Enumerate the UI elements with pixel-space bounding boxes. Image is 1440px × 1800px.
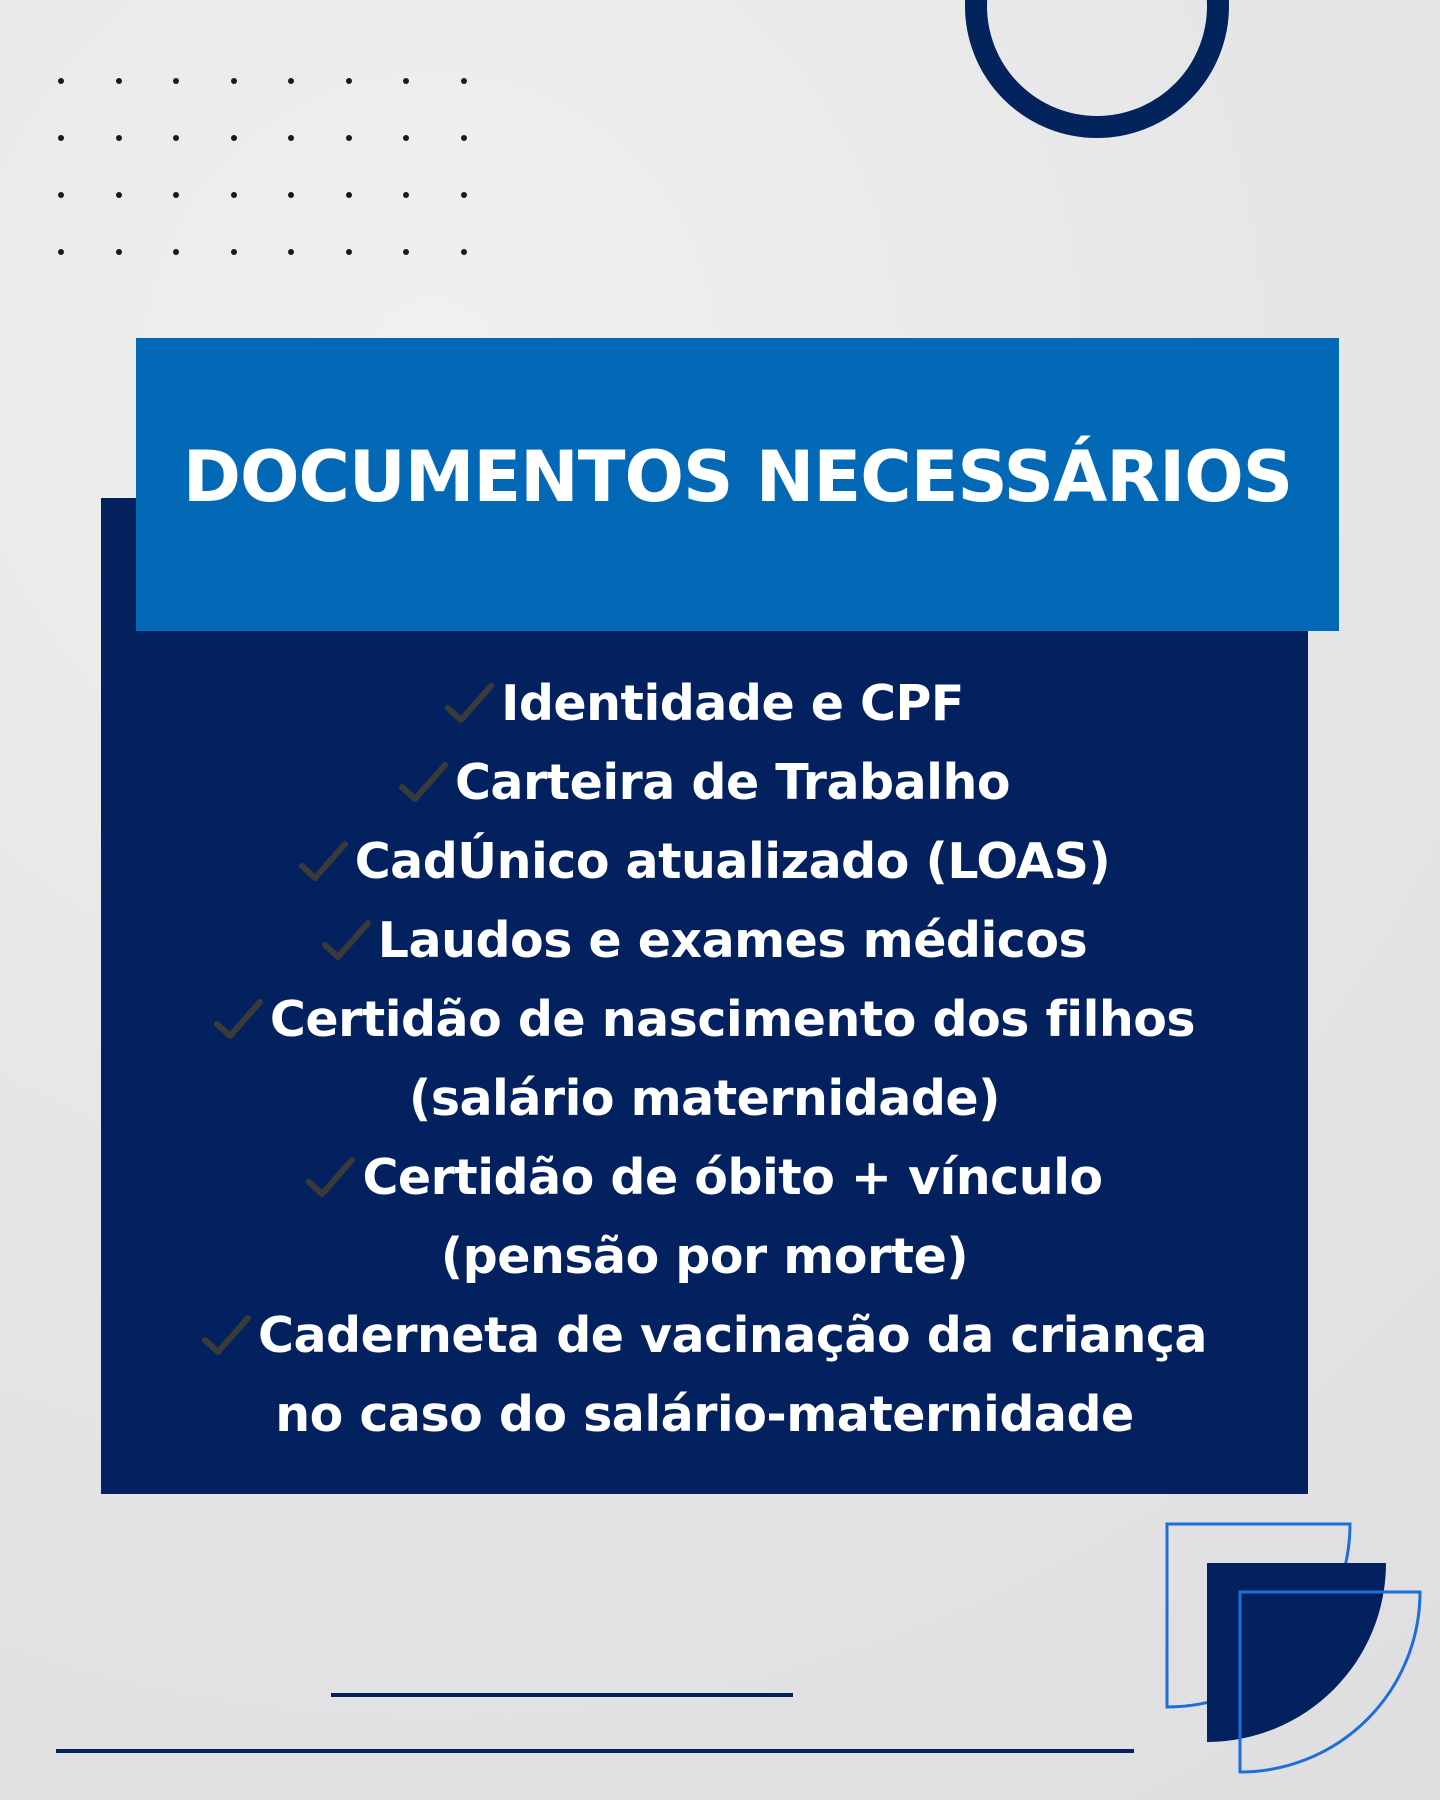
documents-list <box>101 664 1308 1454</box>
filled-quarter <box>1207 1563 1386 1742</box>
list-item <box>101 1138 1308 1296</box>
dot <box>173 135 179 141</box>
quarter-circle-decoration <box>1160 1520 1440 1800</box>
list-item <box>101 822 1308 901</box>
dot <box>58 249 64 255</box>
dot <box>173 249 179 255</box>
dot <box>231 249 237 255</box>
divider-line-short <box>331 1693 793 1697</box>
dot-grid-decoration <box>58 78 478 258</box>
check-icon <box>322 919 372 963</box>
dot <box>116 135 122 141</box>
title-banner <box>136 338 1339 631</box>
dot <box>173 192 179 198</box>
dot <box>173 78 179 84</box>
list-item <box>101 743 1308 822</box>
dot <box>288 78 294 84</box>
list-item <box>101 980 1308 1138</box>
list-item-subtext: (pensão por morte) <box>440 1228 969 1285</box>
dot <box>346 192 352 198</box>
list-item <box>101 1296 1308 1454</box>
check-icon <box>202 1314 252 1358</box>
dot <box>461 135 467 141</box>
list-item-text: Certidão de nascimento dos filhos <box>269 991 1196 1048</box>
dot <box>403 249 409 255</box>
dot <box>403 78 409 84</box>
list-item-text: Caderneta de vacinação da criança <box>258 1307 1207 1364</box>
list-item-text: Identidade e CPF <box>501 675 964 732</box>
dot <box>346 249 352 255</box>
check-icon <box>445 682 495 726</box>
check-icon <box>306 1156 356 1200</box>
dot <box>231 192 237 198</box>
dot <box>461 192 467 198</box>
check-icon <box>399 761 449 805</box>
check-icon <box>214 998 264 1042</box>
list-item-subtext: no caso do salário-maternidade <box>275 1386 1134 1443</box>
dot <box>231 135 237 141</box>
dot <box>58 78 64 84</box>
dot <box>58 192 64 198</box>
list-item-subtext: (salário maternidade) <box>408 1070 1001 1127</box>
dot <box>116 78 122 84</box>
dot <box>346 135 352 141</box>
list-item-text: Laudos e exames médicos <box>377 912 1088 969</box>
divider-line-long <box>56 1749 1134 1753</box>
list-item <box>101 901 1308 980</box>
dot <box>461 249 467 255</box>
dot <box>116 192 122 198</box>
dot <box>231 78 237 84</box>
dot <box>288 135 294 141</box>
dot <box>461 78 467 84</box>
list-item-text: Certidão de óbito + vínculo <box>362 1149 1103 1206</box>
list-item-text: Carteira de Trabalho <box>454 754 1011 811</box>
dot <box>58 135 64 141</box>
check-icon <box>299 840 349 884</box>
dot <box>288 249 294 255</box>
dot <box>403 135 409 141</box>
dot <box>346 78 352 84</box>
list-item <box>101 664 1308 743</box>
page-title: DOCUMENTOS NECESSÁRIOS <box>182 435 1293 518</box>
dot <box>288 192 294 198</box>
list-item-text: CadÚnico atualizado (LOAS) <box>354 833 1111 890</box>
dot <box>116 249 122 255</box>
ring-decoration <box>965 0 1229 138</box>
dot <box>403 192 409 198</box>
